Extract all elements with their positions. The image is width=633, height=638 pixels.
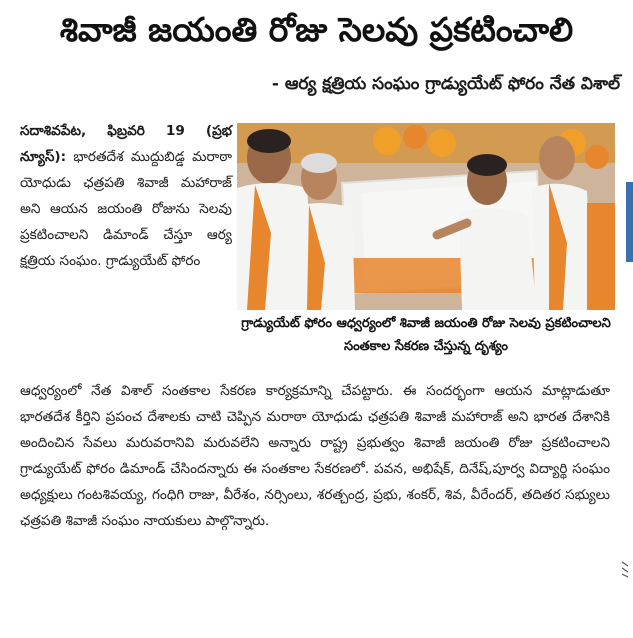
group-signature-photo [237,123,615,310]
margin-mark-icon [620,560,630,578]
body-column-text: భారతదేశ ముద్దుబిడ్డ మరాఠా యోధుడు ఛత్రపతి శివాజీ మహారాజ్ అని ఆయన జయంతి రోజును సెలవు ప్రకటించాలని డిమాండ్ చేస్తూ ఆర్య క్షత్రియ సంఘం. గ్రాడ్యుయేట్ ఫోరం [20,149,232,269]
article-headline: శివాజీ జయంతి రోజు సెలవు ప్రకటించాలి [59,10,574,49]
page-edge-tab [626,182,633,262]
photo-caption: గ్రాడ్యుయేట్ ఫోరం ఆధ్వర్యంలో శివాజీ జయంతి రోజు సెలవు ప్రకటించాలని సంతకాల సేకరణ చేస్తున్న దృశ్యం [241,316,611,354]
article-body-column [20,118,232,274]
photo-scene [237,123,615,310]
dateline: సదాశివపేట, ఫిబ్రవరి 19 (ప్రభ న్యూస్): [20,123,232,165]
article-subheadline: - ఆర్య క్షత్రియ సంఘం గ్రాడ్యుయేట్ ఫోరం నేత విశాల్ [271,74,620,94]
article-body-full: ఆధ్వర్యంలో నేత విశాల్ సంతకాల సేకరణ కార్యక్రమాన్ని చేపట్టారు. ఈ సందర్భంగా ఆయన మాట్లాడుతూ భారతదేశ కీర్తిని ప్రపంచ దేశాలకు చాటి చెప్పిన మరాఠా యోధుడు ఛత్రపతి శివాజీ మహారాజ్ అని భారత దేశానికి అందించిన సేవలు మరువరానివి మరువలేని అన్నారు రాష్ట్ర ప్రభుత్వం శివాజీ జయంతి రోజు ప్రకటించాలని గ్రాడ్యుయేట్ ఫోరం డిమాండ్ చేసిందన్నారు ఈ సంతకాల సేకరణలో. పవన, అభిషేక్, దినేష్,పూర్వ విద్యార్థి సంఘం అధ్యక్షులు గంటశివయ్య, గంధిగి రాజు, వీరేశం, నర్సింలు, శరత్చంద్ర, ప్రభు, శంకర్, శివ, వీరేందర్, తదితర సభ్యులు ఛత్రపతి శివాజీ సంఘం నాయకులు పాల్గొన్నారు. [20,383,610,529]
